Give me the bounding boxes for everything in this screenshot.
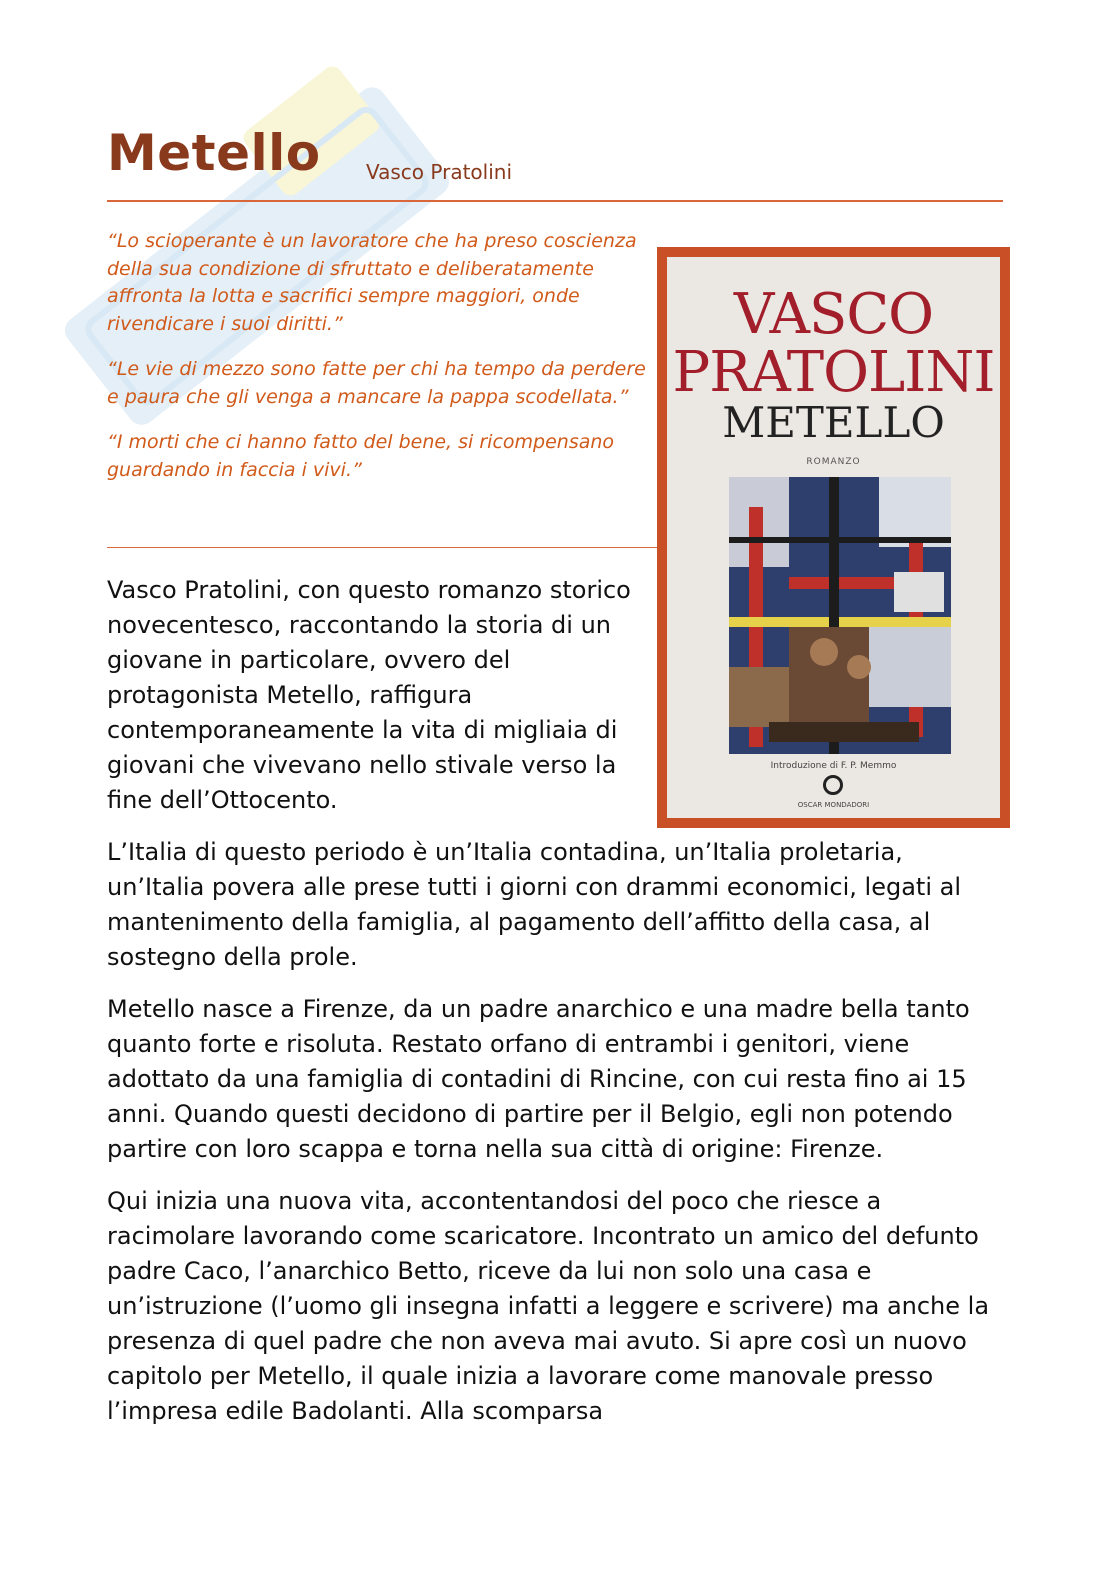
- book-cover-panel: [667, 257, 1000, 818]
- cover-title: METELLO: [722, 398, 945, 447]
- quotes-section: [107, 228, 647, 502]
- quote: “Le vie di mezzo sono fatte per chi ha tempo da perdere e paura che gli venga a mancare la pappa scodellata.”: [107, 358, 646, 408]
- body-paragraph: L’Italia di questo periodo è un’Italia contadina, un’Italia proletaria, un’Italia povera alle prese tutti i giorni con drammi economici, legati al mantenimento della famiglia, al pagamento dell’affitto della casa, al sostegno della prole.: [107, 838, 962, 971]
- body-paragraph: Qui inizia una nuova vita, accontentandosi del poco che riesce a racimolare lavorando come scaricatore. Incontrato un amico del defunto padre Caco, l’anarchico Betto, riceve da lui non solo una casa e un’istruzione (l’uomo gli insegna infatti a leggere e scrivere) ma anche la presenza di quel padre che non aveva mai avuto. Si apre così un nuovo capitolo per Metello, il quale inizia a lavorare come manovale presso l’impresa edile Badolanti. Alla scomparsa: [107, 1187, 990, 1425]
- body-paragraph: Metello nasce a Firenze, da un padre anarchico e una madre bella tanto quanto forte e risoluta. Restato orfano di entrambi i genitori, viene adottato da una famiglia di contadini di Rincine, con cui resta fino ai 15 anni. Quando questi decidono di partire per il Belgio, egli non potendo partire con loro scappa e torna nella sua città di origine: Firenze.: [107, 995, 970, 1163]
- cover-author-line: PRATOLINI: [672, 340, 995, 405]
- quote: “Lo scioperante è un lavoratore che ha preso coscienza della sua condizione di sfruttato e deliberatamente affronta la lotta e sacrifici sempre maggiori, onde rivendicare i suoi diritti.”: [107, 230, 637, 335]
- cover-publisher: OSCAR MONDADORI: [797, 801, 870, 809]
- cover-artwork: [729, 477, 951, 754]
- publisher-logo-icon: [823, 775, 843, 795]
- body-text: [107, 835, 1007, 1446]
- cover-credit: Introduzione di F. P. Memmo: [770, 761, 897, 771]
- cover-genre: ROMANZO: [806, 457, 861, 467]
- page-title: Metello: [107, 124, 321, 182]
- header-divider: [107, 200, 1003, 202]
- book-cover-image: [657, 247, 1010, 828]
- quote: “I morti che ci hanno fatto del bene, si ricompensano guardando in faccia i vivi.”: [107, 431, 615, 481]
- author-name: Vasco Pratolini: [366, 160, 513, 184]
- cover-author-line: VASCO: [733, 282, 934, 347]
- intro-paragraph: Vasco Pratolini, con questo romanzo storico novecentesco, raccontando la storia di un giovane in particolare, ovvero del protagonista Metello, raffigura contemporaneamente la vita di migliaia di giovani che vivevano nello stivale verso la fine dell’Ottocento.: [107, 576, 631, 814]
